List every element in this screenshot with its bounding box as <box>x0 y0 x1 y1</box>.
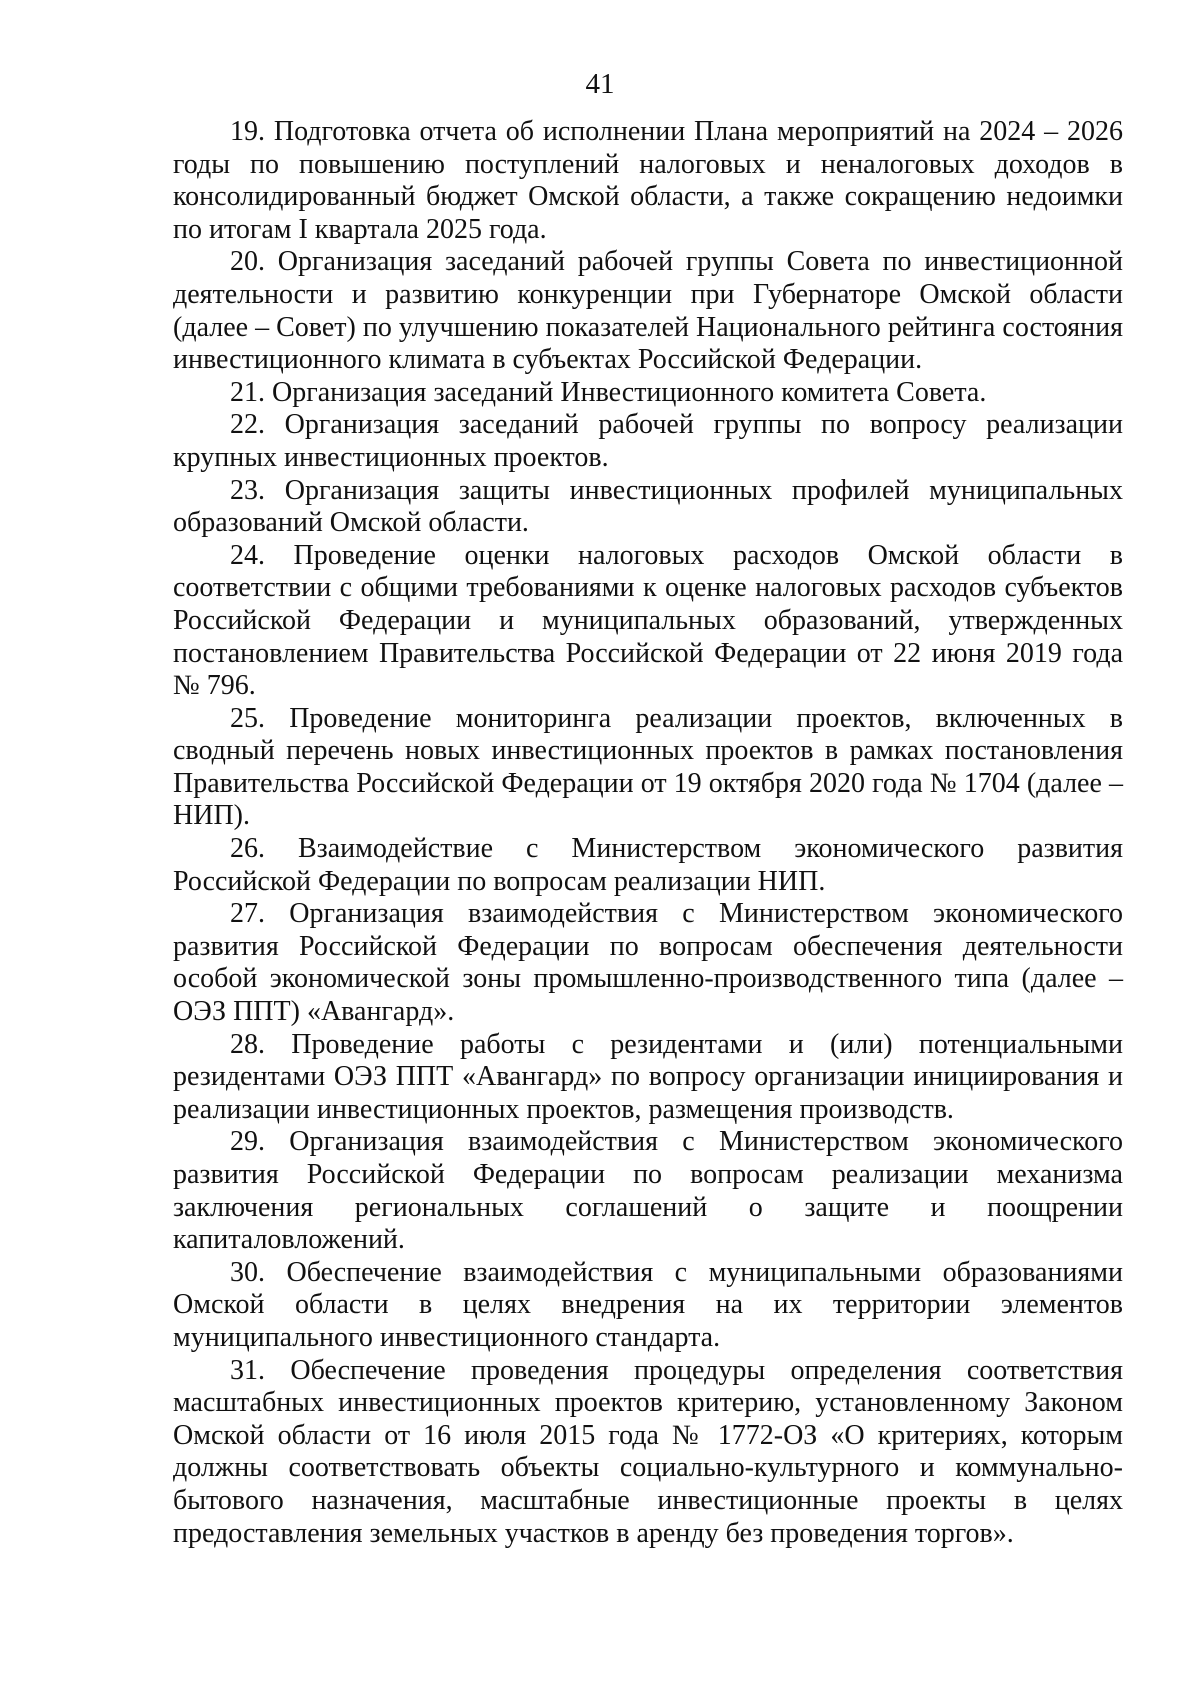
list-item <box>173 703 1123 833</box>
list-item <box>173 898 1123 1028</box>
list-item <box>173 540 1123 703</box>
item-text: Проведение мониторинга реализации проектов, включенных в сводный перечень новых инвестиционных проектов в рамках постановления Правительства Российской Федерации от 19 октября 2020 года № 1704 (далее – НИП). <box>173 702 1124 832</box>
list-item <box>173 833 1123 898</box>
item-number: 24. <box>230 539 265 571</box>
item-number: 26. <box>230 833 265 865</box>
item-text: Организация взаимодействия с Министерством экономического развития Российской Федерации по вопросам реализации механизма заключения региональных соглашений о защите и поощрении капиталовложений. <box>173 1126 1124 1256</box>
list-item <box>173 409 1123 474</box>
item-number: 29. <box>230 1126 265 1158</box>
list-item <box>173 1355 1123 1551</box>
item-text: Взаимодействие с Министерством экономического развития Российской Федерации по вопросам реализации НИП. <box>173 833 1124 897</box>
item-text: Организация заседаний рабочей группы по вопросу реализации крупных инвестиционных проектов. <box>173 409 1123 473</box>
document-body <box>173 116 1123 1550</box>
item-text: Проведение оценки налоговых расходов Омской области в соответствии с общими требованиями к оценке налоговых расходов субъектов Российской Федерации и муниципальных образований, утвержденных постановлением Правительства Российской Федерации от 22 июня 2019 года № 796. <box>173 539 1123 702</box>
list-item <box>173 1029 1123 1127</box>
item-text: Организация заседаний рабочей группы Совета по инвестиционной деятельности и развитию конкуренции при Губернаторе Омской области (далее – Совет) по улучшению показателей Национального рейтинга состояния инвестиционного климата в субъектах Российской Федерации. <box>173 246 1124 376</box>
item-number: 31. <box>230 1354 265 1386</box>
list-item <box>173 1257 1123 1355</box>
page-number: 41 <box>585 68 615 100</box>
item-text: Обеспечение взаимодействия с муниципальными образованиями Омской области в целях внедрения на их территории элементов муниципального инвестиционного стандарта. <box>173 1256 1123 1353</box>
item-number: 27. <box>230 898 265 930</box>
item-number: 21. <box>230 376 265 408</box>
item-text: Организация взаимодействия с Министерством экономического развития Российской Федерации по вопросам обеспечения деятельности особой экономической зоны промышленно-производственного типа (далее – ОЭЗ ППТ) «Авангард». <box>173 898 1124 1028</box>
list-item <box>173 1126 1123 1256</box>
item-number: 20. <box>230 246 265 278</box>
item-number: 30. <box>230 1256 265 1288</box>
item-text: Обеспечение проведения процедуры определения соответствия масштабных инвестиционных проектов критерию, установленному Законом Омской области от 16 июля 2015 года № 1772-ОЗ «О критериях, которым должны соответствовать объекты социально-культурного и коммунально-бытового назначения, масштабные инвестиционные проекты в целях предоставления земельных участков в аренду без проведения торгов». <box>173 1354 1123 1549</box>
item-number: 19. <box>230 116 265 147</box>
item-number: 25. <box>230 702 265 734</box>
item-number: 22. <box>230 409 265 441</box>
list-item <box>173 246 1123 376</box>
list-item <box>173 475 1123 540</box>
item-text: Организация заседаний Инвестиционного комитета Совета. <box>272 376 987 408</box>
item-number: 23. <box>230 474 265 506</box>
item-text: Подготовка отчета об исполнении Плана мероприятий на 2024 – 2026 годы по повышению поступлений налоговых и неналоговых доходов в консолидированный бюджет Омской области, а также сокращению недоимки по итогам I квартала 2025 года. <box>173 116 1123 245</box>
item-text: Проведение работы с резидентами и (или) потенциальными резидентами ОЭЗ ППТ «Авангард» по вопросу организации инициирования и реализации инвестиционных проектов, размещения производств. <box>173 1028 1124 1125</box>
item-number: 28. <box>230 1028 265 1060</box>
list-item <box>173 377 1123 410</box>
item-text: Организация защиты инвестиционных профилей муниципальных образований Омской области. <box>173 474 1123 539</box>
list-item <box>173 116 1123 246</box>
